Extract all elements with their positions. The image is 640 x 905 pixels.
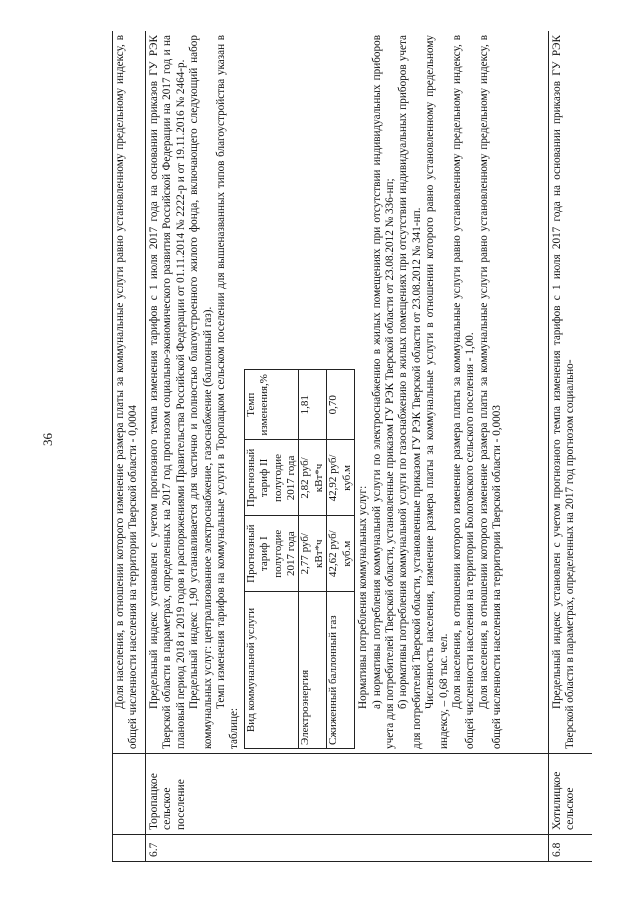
row-number: 6.7 [148, 842, 160, 857]
paragraph: Численность населения, изменение размера платы за коммунальные услуги в отношении которого равно установленному предельному индексу, – 0,68 тыс. чел. [424, 35, 450, 749]
row-6-7-content [148, 35, 505, 749]
row-6-8-content [551, 35, 578, 749]
row-number: 6.8 [551, 842, 563, 857]
cell-tariff-h2: 2,82 руб/кВт*ч [299, 440, 327, 516]
cell-service: Сжиженный баллонный газ [327, 592, 355, 749]
page-number: 36 [40, 433, 55, 446]
paragraph: Нормативы потребления коммунальных услуг: [357, 485, 370, 709]
paragraph: Предельный индекс установлен с учетом прогнозного темпа изменения тарифов с 1 июля 2017 года на основании приказов ГУ РЭК Тверской области в параметрах, определенных на 2017 год прогнозом социально-экономического развития Российской Федерации на 2017 год и на плановый период 2018 и 2019 годов и распоряжениями Правительства Российской Федерации от 01.11.2014 № 2222-р и от 19.11.2016 № 2464-р. [148, 35, 187, 749]
tariff-table [244, 369, 355, 749]
settlement-name: Хотилицкое сельское [551, 771, 577, 830]
row-border-top [112, 31, 113, 861]
cell-tariff-h1: 42,62 руб/куб.м [327, 516, 355, 592]
header-tariff-h2: Прогнозный тариф II полугодие 2017 года [244, 440, 299, 516]
paragraph: Доля населения, в отношении которого изменение размера платы за коммунальные услуги равно установленному предельному индексу, в общей численности населения на территории Тверской области - 0,0003 [477, 35, 504, 749]
paragraph: Предельный индекс 1,90 устанавливается для частично и полностью благоустроенного жилого фонда, включающего следующий набор коммунальных услуг: централизованное электроснабжение, газоснабжение (баллонный газ). [188, 35, 214, 749]
header-tariff-h1: Прогнозный тариф I полугодие 2017 года [244, 516, 299, 592]
paragraph: Доля населения, в отношении которого изменение размера платы за коммунальные услуги равно установленному предельному индексу, в общей численности населения на территории Тверской области - 0,0004 [114, 35, 140, 749]
table-row [299, 370, 327, 749]
table-row [327, 370, 355, 749]
row-border [548, 31, 549, 861]
cell-rate: 1,81 [299, 370, 327, 440]
cell-tariff-h1: 2,77 руб/кВт*ч [299, 516, 327, 592]
column-number-divider [112, 834, 592, 861]
paragraph: Предельный индекс установлен с учетом прогнозного темпа изменения тарифов с 1 июля 2017 года на основании приказов ГУ РЭК Тверской области в параметрах, определенных на 2017 год прогнозом социально- [551, 35, 577, 749]
tariff-table-header [244, 370, 299, 749]
row-border [145, 31, 146, 861]
row-prev-content [114, 35, 141, 749]
cell-tariff-h2: 42,92 руб/куб.м [327, 440, 355, 516]
document-table [112, 31, 592, 862]
cell-rate: 0,70 [327, 370, 355, 440]
paragraph: Темп изменения тарифов на коммунальные услуги в Торопацком сельском поселении для вышеназванных типов благоустройства указан в таблице: [215, 35, 241, 749]
paragraph: б) нормативы потребления коммунальной услуги по газоснабжению в жилых помещениях при отсутствии индивидуальных приборов учета для потребителей Тверской области, установленные приказом ГУ РЭК Тверской области от 23.08.2012 № 341-нп. [397, 35, 423, 749]
header-service: Вид коммунальной услуги [244, 592, 299, 749]
settlement-name: Торопацкое сельское поселение [148, 773, 187, 830]
cell-service: Электроэнергия [299, 592, 327, 749]
header-rate: Темп изменения,% [244, 370, 299, 440]
paragraph: а) нормативы потребления коммунальной услуги по электроснабжению в жилых помещениях при отсутствии индивидуальных приборов учета для потребителей Тверской области, установленные приказом ГУ РЭК Тверской области от 23.08.2012 № 336-нп; [370, 35, 396, 749]
rotated-page [112, 32, 592, 862]
paragraph: Доля населения, в отношении которого изменение размера платы за коммунальные услуги равно установленному предельному индексу, в общей численности населения на территории Бологовского сельского поселения - 1,00. [450, 35, 477, 749]
